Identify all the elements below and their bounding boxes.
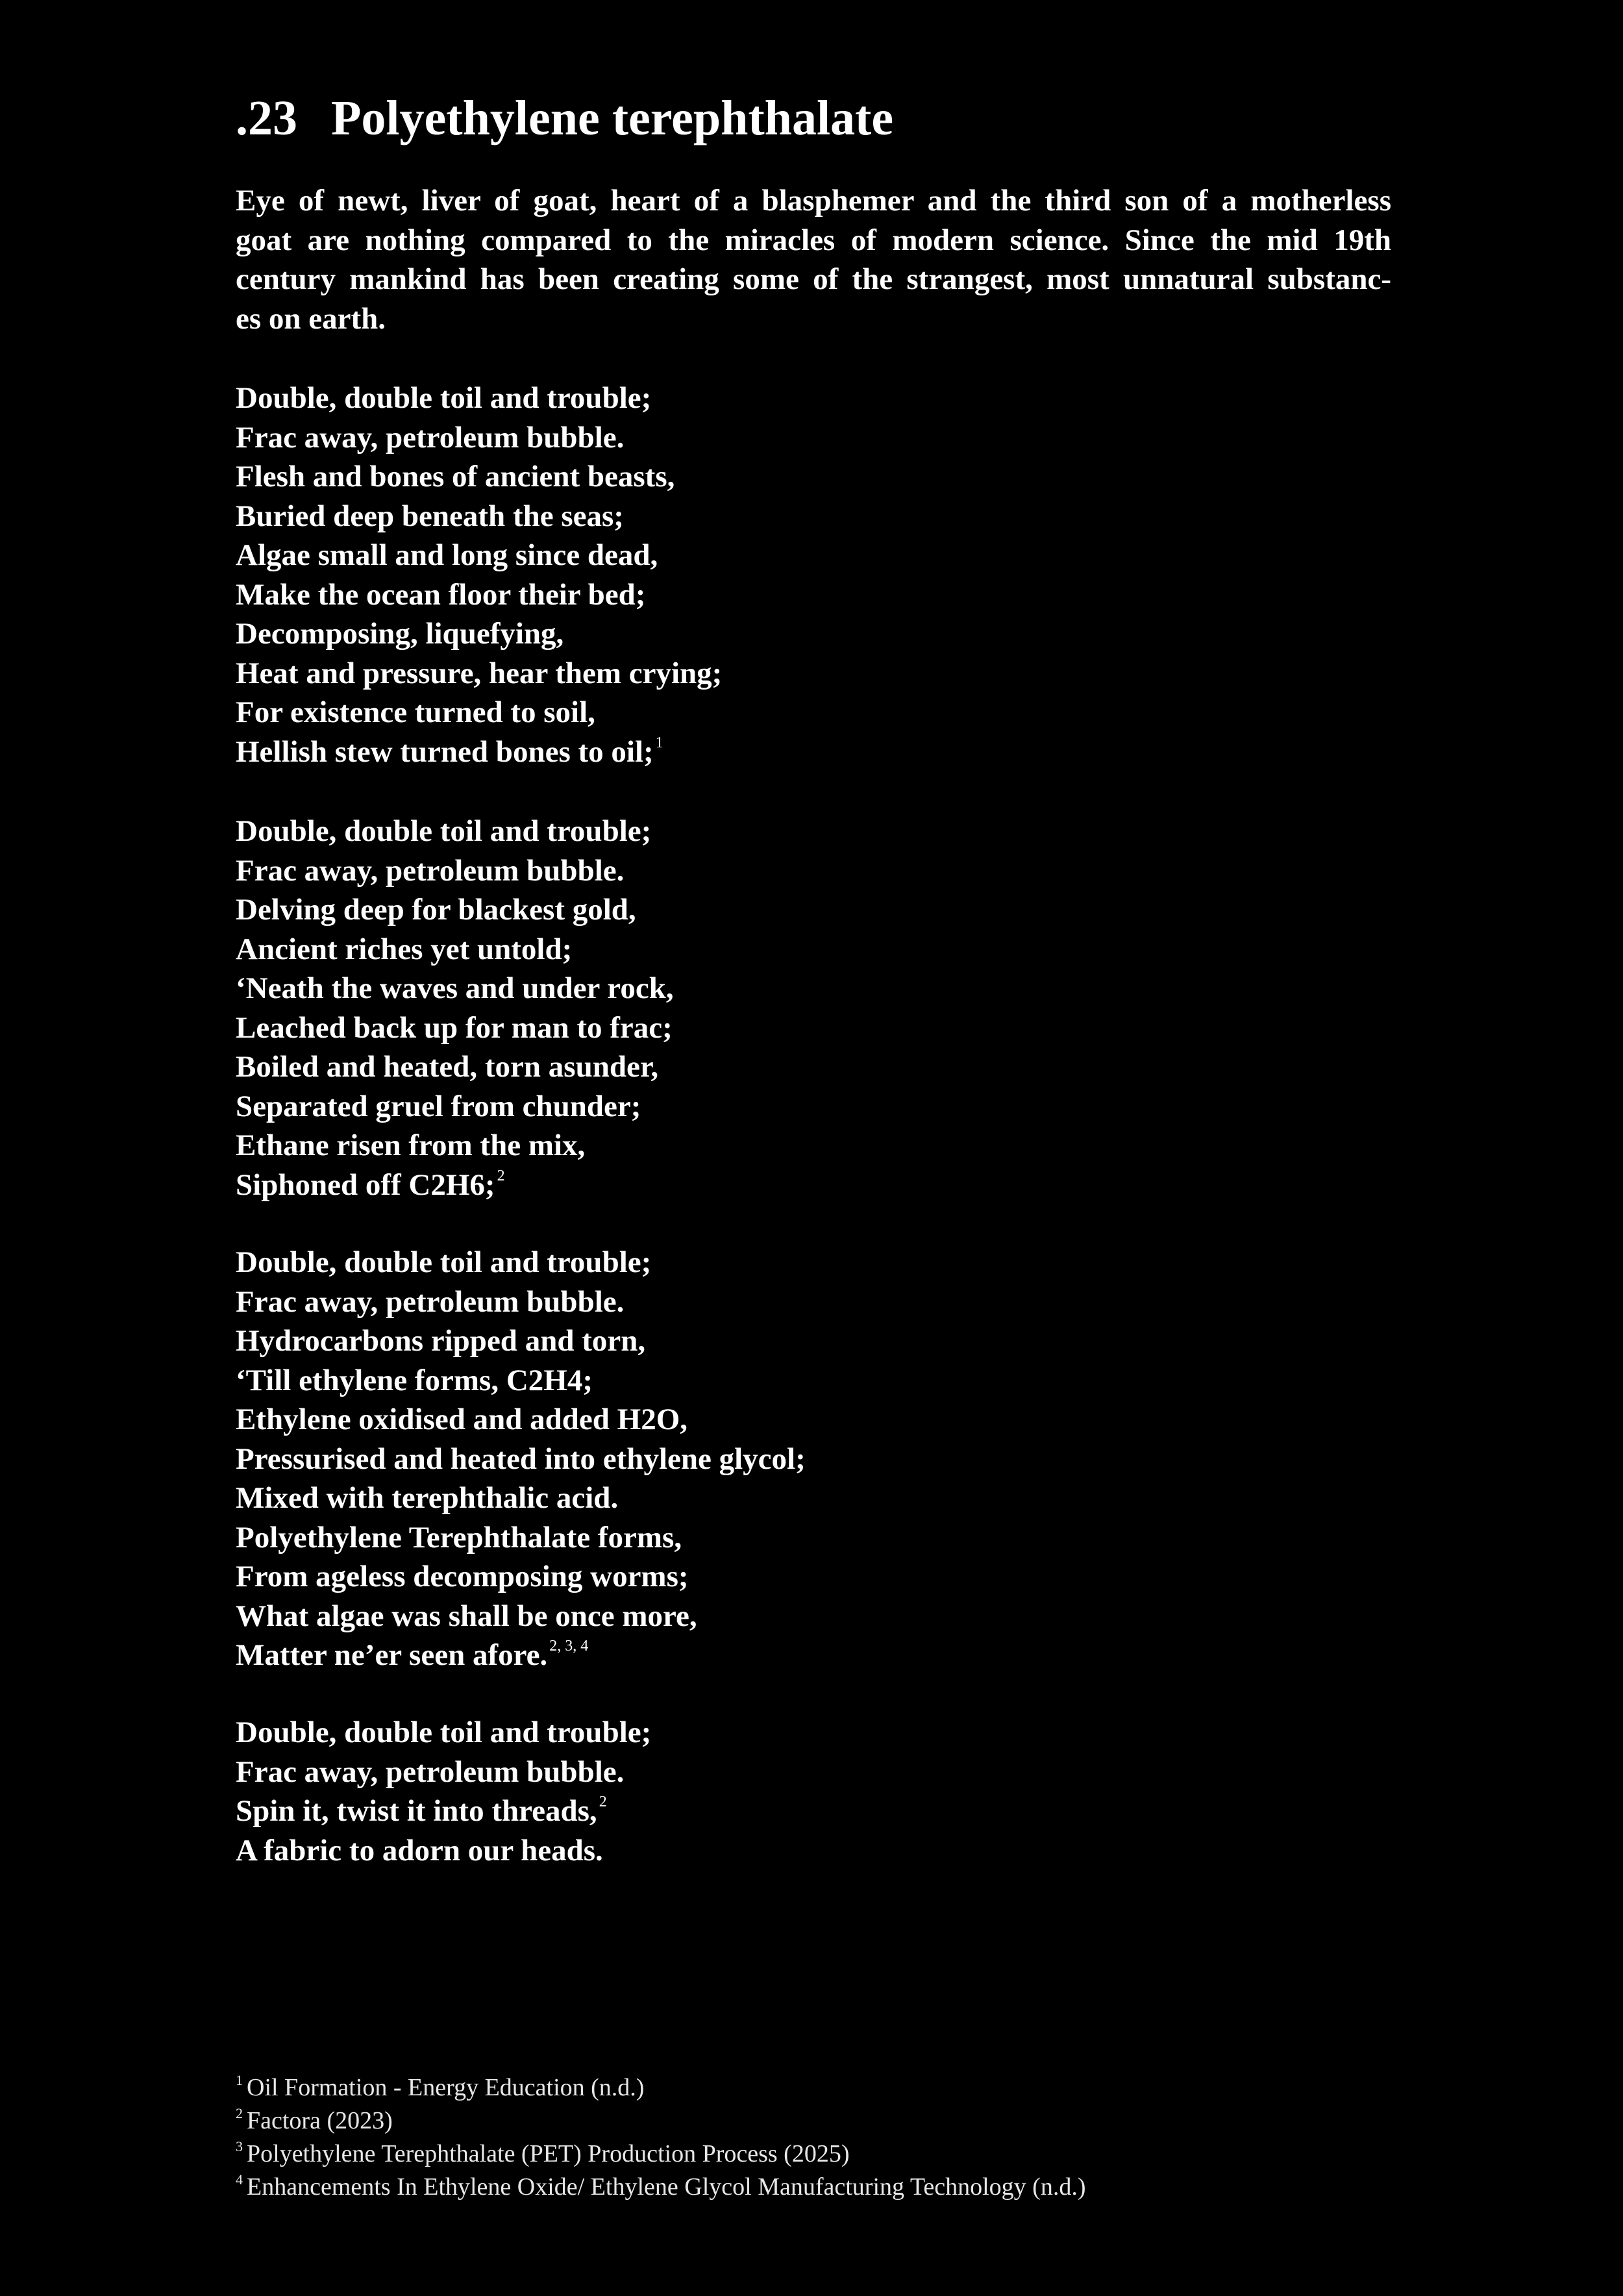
verse-line [236, 930, 676, 969]
verse-line [236, 693, 724, 732]
verse-line [236, 614, 724, 654]
verse-text: Frac away, petroleum bubble. [236, 853, 625, 888]
verse-text: Hellish stew turned bones to oil; [236, 734, 654, 769]
verse-text: Buried deep beneath the seas; [236, 499, 624, 533]
verse-text: Mixed with terephthalic acid. [236, 1481, 619, 1515]
verse-text: ‘Till ethylene forms, C2H4; [236, 1363, 593, 1397]
verse-text: Frac away, petroleum bubble. [236, 420, 625, 455]
verse-text: For existence turned to soil, [236, 695, 595, 729]
verse-line [236, 379, 724, 418]
footnote [236, 2138, 1085, 2171]
verse-line [236, 1636, 808, 1675]
verse-text: Flesh and bones of ancient beasts, [236, 460, 675, 493]
verse-text: Ethane risen from the mix, [236, 1129, 586, 1162]
footnote-ref: 1 [655, 734, 663, 751]
verse-text: Polyethylene Terephthalate forms, [236, 1520, 682, 1554]
intro-paragraph [236, 181, 1391, 338]
stanza-2 [236, 812, 676, 1204]
verse-text: Boiled and heated, torn asunder, [236, 1050, 659, 1084]
verse-line [236, 851, 676, 891]
stanza-1 [236, 379, 724, 771]
verse-line [236, 1282, 808, 1322]
verse-line [236, 1597, 808, 1636]
section-number: .23 [236, 91, 297, 145]
verse-text: Siphoned off C2H6; [236, 1167, 495, 1202]
verse-line [236, 1440, 808, 1479]
verse-line [236, 1400, 808, 1440]
footnote-ref: 2 [497, 1167, 505, 1184]
verse-line [236, 1557, 808, 1597]
verse-line [236, 1321, 808, 1361]
verse-line [236, 1713, 653, 1753]
footnote-marker: 2 [236, 2105, 243, 2121]
intro-line: Eye of newt, liver of goat, heart of a blasphemer and the third son of a motherless [236, 184, 1391, 218]
verse-line [236, 1047, 676, 1087]
verse-line [236, 1008, 676, 1048]
verse-line [236, 1087, 676, 1127]
verse-text: Matter ne’er seen afore. [236, 1638, 548, 1672]
verse-text: What algae was shall be once more, [236, 1599, 697, 1633]
page-title [236, 86, 893, 151]
footnote-text: Oil Formation - Energy Education (n.d.) [247, 2074, 645, 2101]
intro-line: es on earth. [236, 301, 386, 336]
verse-line [236, 732, 724, 772]
verse-text: From ageless decomposing worms; [236, 1560, 689, 1593]
footnotes [236, 2071, 1085, 2204]
intro-line: century mankind has been creating some of the strangest, most unnatural substanc- [236, 262, 1391, 296]
verse-text: Heat and pressure, hear them crying; [236, 656, 723, 690]
verse-line [236, 1243, 808, 1282]
verse-line [236, 1753, 653, 1792]
verse-line [236, 969, 676, 1008]
verse-text: Decomposing, liquefying, [236, 617, 564, 651]
intro-line: goat are nothing compared to the miracles of modern science. Since the mid 19th [236, 223, 1391, 257]
verse-text: Ancient riches yet untold; [236, 932, 573, 966]
footnote-text: Enhancements In Ethylene Oxide/ Ethylene Glycol Manufacturing Technology (n.d.) [247, 2173, 1086, 2201]
verse-text: Ethylene oxidised and added H2O, [236, 1403, 688, 1436]
footnote [236, 2171, 1085, 2204]
verse-line [236, 654, 724, 693]
verse-line [236, 1361, 808, 1401]
footnote-marker: 3 [236, 2138, 243, 2154]
footnote-ref: 2, 3, 4 [549, 1638, 589, 1654]
verse-text: Double, double toil and trouble; [236, 1245, 652, 1279]
verse-line [236, 497, 724, 536]
verse-text: Delving deep for blackest gold, [236, 893, 636, 927]
verse-text: Pressurised and heated into ethylene glycol; [236, 1441, 806, 1476]
verse-line [236, 1791, 653, 1831]
section-title: Polyethylene terephthalate [331, 91, 894, 145]
verse-line [236, 812, 676, 851]
verse-text: Separated gruel from chunder; [236, 1089, 641, 1123]
verse-line [236, 1126, 676, 1166]
verse-text: Frac away, petroleum bubble. [236, 1284, 625, 1319]
verse-line [236, 1831, 653, 1871]
verse-line [236, 1518, 808, 1558]
verse-text: Double, double toil and trouble; [236, 381, 652, 415]
verse-text: Double, double toil and trouble; [236, 814, 652, 848]
stanza-4 [236, 1713, 653, 1870]
footnote-text: Factora (2023) [247, 2107, 393, 2134]
verse-line [236, 1166, 676, 1205]
footnote-ref: 2 [599, 1793, 607, 1810]
verse-line [236, 418, 724, 458]
verse-line [236, 890, 676, 930]
footnote [236, 2071, 1085, 2104]
footnote [236, 2104, 1085, 2138]
footnote-text: Polyethylene Terephthalate (PET) Production Process (2025) [247, 2140, 850, 2167]
verse-text: Leached back up for man to frac; [236, 1010, 673, 1045]
verse-text: Frac away, petroleum bubble. [236, 1754, 625, 1789]
stanza-3 [236, 1243, 808, 1675]
verse-line [236, 1479, 808, 1518]
verse-line [236, 457, 724, 497]
verse-text: Make the ocean floor their bed; [236, 577, 646, 612]
verse-text: Double, double toil and trouble; [236, 1716, 652, 1749]
verse-text: Hydrocarbons ripped and torn, [236, 1324, 646, 1358]
footnote-marker: 1 [236, 2072, 243, 2088]
verse-text: Algae small and long since dead, [236, 538, 658, 572]
verse-text: Spin it, twist it into threads, [236, 1794, 597, 1828]
verse-text: A fabric to adorn our heads. [236, 1833, 603, 1867]
verse-text: ‘Neath the waves and under rock, [236, 971, 674, 1005]
footnote-marker: 4 [236, 2171, 243, 2188]
verse-line [236, 575, 724, 615]
verse-line [236, 536, 724, 575]
